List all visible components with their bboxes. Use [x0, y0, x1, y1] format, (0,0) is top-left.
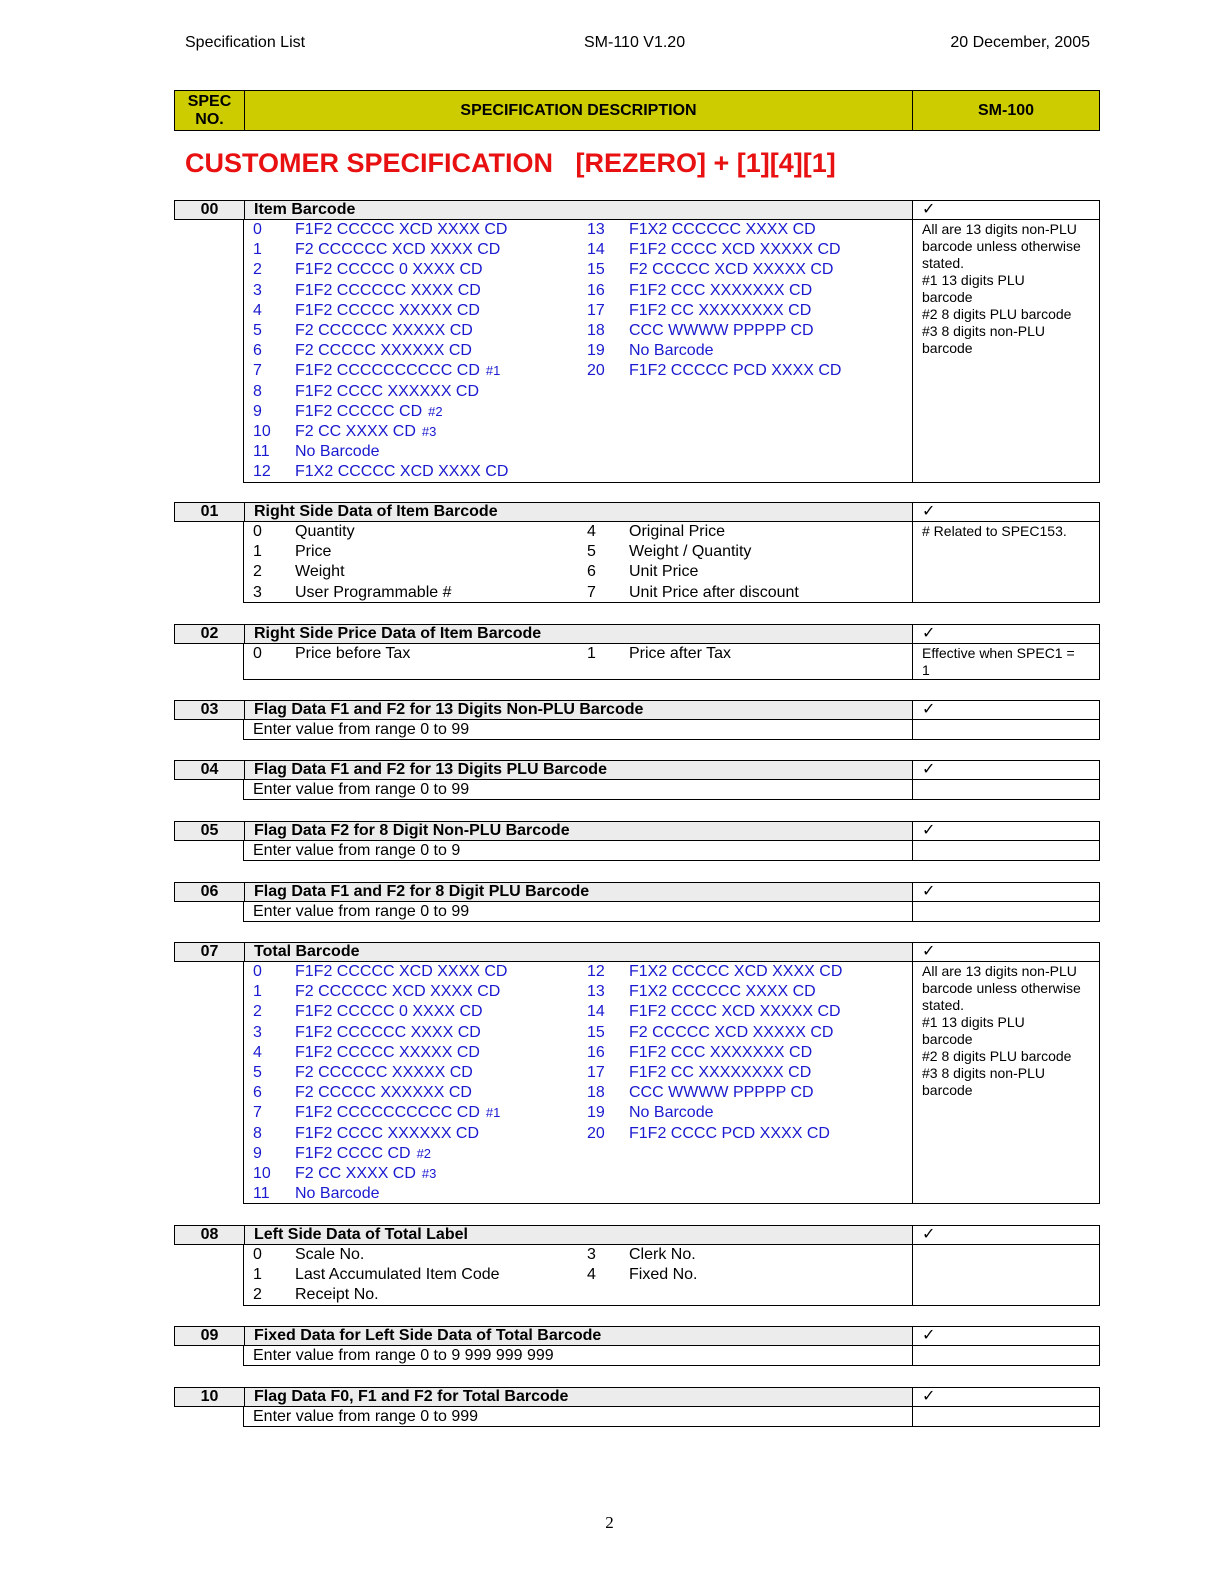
check-icon: ✓ — [912, 821, 1100, 841]
option-row — [578, 361, 841, 381]
spec-number: 05 — [174, 821, 244, 841]
options-column-left — [244, 220, 508, 482]
option-row — [244, 1184, 507, 1204]
option-row — [244, 220, 508, 240]
option-label: F1X2 CCCCCC XXXX CD — [629, 983, 816, 1001]
spec-range-text: Enter value from range 0 to 9 — [253, 842, 461, 859]
option-row — [244, 281, 508, 301]
spec-title: Flag Data F1 and F2 for 13 Digits Non-PLU Barcode — [244, 700, 912, 720]
option-label: Quantity — [295, 523, 355, 540]
spec-options — [244, 841, 913, 860]
option-row — [578, 1043, 842, 1063]
check-icon: ✓ — [912, 882, 1100, 902]
option-index: 0 — [253, 645, 262, 662]
option-label: F1F2 CCCC PCD XXXX CD — [629, 1124, 830, 1142]
option-footnote: #3 — [421, 1165, 437, 1181]
option-label: No Barcode — [295, 443, 380, 461]
option-index: 14 — [587, 241, 605, 259]
option-label: F1F2 CCCCC XXXXX CD — [295, 301, 480, 319]
option-index: 7 — [587, 583, 596, 601]
spec-09 — [174, 1326, 1100, 1366]
option-index: 5 — [253, 1063, 262, 1081]
option-index: 17 — [587, 1063, 605, 1081]
spec-options — [244, 522, 913, 602]
spec-00 — [174, 200, 1100, 483]
option-label: F1F2 CCCCCCCCCC CD — [295, 1104, 480, 1122]
option-footnote: #1 — [485, 363, 501, 379]
option-label: F1F2 CCC XXXXXXX CD — [629, 281, 813, 299]
option-row — [578, 341, 841, 361]
option-label: Price after Tax — [629, 645, 731, 662]
option-row — [578, 240, 841, 260]
spec-options — [244, 962, 913, 1203]
option-label: F2 CCCCCC XXXXX CD — [295, 1063, 473, 1081]
option-index: 14 — [587, 1003, 605, 1021]
spec-title: Item Barcode — [244, 200, 912, 220]
option-index: 11 — [253, 443, 270, 461]
option-index: 3 — [253, 583, 262, 601]
option-label: F1X2 CCCCC XCD XXXX CD — [295, 463, 509, 481]
option-label: F1F2 CCCCC PCD XXXX CD — [629, 362, 842, 380]
options-column-right — [578, 522, 799, 603]
spec-options — [244, 1245, 913, 1305]
option-label: Price before Tax — [295, 645, 411, 662]
spec-note: All are 13 digits non-PLU barcode unless otherwise stated. #1 13 digits PLU barcode #2 8 digits PLU barcode #3 8 digits non-PLU barcode — [922, 963, 1081, 1098]
option-label: F1F2 CCCC CD — [295, 1144, 411, 1162]
option-row — [244, 382, 508, 402]
option-index: 18 — [587, 321, 605, 339]
check-icon: ✓ — [912, 760, 1100, 780]
spec-note: # Related to SPEC153. — [922, 523, 1067, 539]
option-label: F2 CCCCC XXXXXX CD — [295, 1084, 472, 1102]
option-index: 20 — [587, 1124, 605, 1142]
option-label: F1X2 CCCCC XCD XXXX CD — [629, 963, 843, 980]
option-row — [578, 1265, 697, 1285]
option-index: 9 — [253, 1144, 262, 1162]
spec-title: Left Side Data of Total Label — [244, 1225, 912, 1245]
option-row — [578, 1063, 842, 1083]
option-row — [244, 982, 507, 1002]
option-row — [244, 1023, 507, 1043]
option-label: F1F2 CCCCCCCCCC CD — [295, 362, 480, 380]
spec-number: 01 — [174, 502, 244, 522]
option-index: 6 — [587, 563, 596, 581]
spec-note — [913, 1245, 1099, 1305]
header-right: 20 December, 2005 — [950, 34, 1090, 51]
spec-title: Flag Data F1 and F2 for 8 Digit PLU Barcode — [244, 882, 912, 902]
spec-06 — [174, 882, 1100, 922]
option-label: Receipt No. — [295, 1286, 379, 1304]
option-row — [578, 542, 799, 562]
check-icon: ✓ — [912, 942, 1100, 962]
option-row — [244, 1144, 507, 1164]
option-row — [244, 321, 508, 341]
option-index: 3 — [253, 281, 262, 299]
option-label: No Barcode — [295, 1185, 380, 1203]
option-row — [244, 1265, 500, 1285]
option-row — [244, 562, 452, 582]
option-index: 6 — [253, 1084, 262, 1102]
option-row — [578, 1023, 842, 1043]
option-label: No Barcode — [629, 342, 714, 360]
option-index: 4 — [587, 1266, 596, 1284]
options-column-right — [578, 962, 842, 1144]
spec-03 — [174, 700, 1100, 740]
page-title: CUSTOMER SPECIFICATION [REZERO] + [1][4][1] — [185, 148, 836, 178]
option-label: F1F2 CCCCC CD — [295, 402, 423, 420]
option-index: 7 — [253, 1104, 262, 1122]
option-label: F1F2 CCCCC 0 XXXX CD — [295, 1003, 483, 1021]
header-center: SM-110 V1.20 — [584, 34, 686, 51]
option-index: 10 — [253, 422, 271, 440]
option-index: 1 — [587, 645, 596, 662]
option-row — [244, 1285, 500, 1305]
spec-note — [913, 780, 1099, 799]
option-label: F1F2 CCCCC XCD XXXX CD — [295, 963, 508, 980]
option-row — [244, 402, 508, 422]
option-index: 13 — [587, 983, 605, 1001]
option-footnote: #2 — [428, 403, 443, 419]
options-column-left — [244, 1245, 500, 1306]
option-index: 12 — [587, 963, 605, 980]
spec-title: Flag Data F1 and F2 for 13 Digits PLU Barcode — [244, 760, 912, 780]
option-row — [578, 562, 799, 582]
option-footnote: #1 — [485, 1105, 501, 1121]
column-header — [174, 90, 1100, 131]
spec-number: 06 — [174, 882, 244, 902]
spec-number: 08 — [174, 1225, 244, 1245]
spec-10 — [174, 1387, 1100, 1427]
option-row — [244, 1002, 507, 1022]
option-label: F1F2 CC XXXXXXXX CD — [629, 301, 812, 319]
spec-number: 04 — [174, 760, 244, 780]
option-index: 0 — [253, 221, 262, 238]
option-index: 10 — [253, 1164, 271, 1182]
option-label: Fixed No. — [629, 1266, 698, 1284]
spec-04 — [174, 760, 1100, 800]
option-index: 8 — [253, 1124, 262, 1142]
spec-options — [244, 1407, 913, 1426]
option-index: 17 — [587, 301, 605, 319]
option-label: CCC WWWW PPPPP CD — [629, 321, 814, 339]
option-index: 18 — [587, 1084, 605, 1102]
spec-options — [244, 720, 913, 739]
option-index: 1 — [253, 983, 262, 1001]
spec-02 — [174, 624, 1100, 680]
check-icon: ✓ — [912, 1387, 1100, 1407]
spec-note — [913, 1407, 1099, 1426]
option-label: Original Price — [629, 523, 726, 540]
option-index: 1 — [253, 241, 262, 259]
spec-options — [244, 902, 913, 921]
option-index: 2 — [253, 1286, 262, 1304]
option-label: Clerk No. — [629, 1246, 696, 1263]
option-row — [244, 442, 508, 462]
option-row — [244, 583, 452, 603]
option-index: 4 — [253, 1043, 262, 1061]
spec-note: All are 13 digits non-PLU barcode unless otherwise stated. #1 13 digits PLU barcode #2 8 digits PLU barcode #3 8 digits non-PLU barcode — [922, 221, 1081, 356]
option-index: 2 — [253, 261, 262, 279]
spec-number: 09 — [174, 1326, 244, 1346]
option-index: 20 — [587, 362, 605, 380]
option-index: 13 — [587, 221, 605, 238]
spec-options — [244, 644, 913, 679]
option-row — [244, 260, 508, 280]
option-label: Unit Price after discount — [629, 583, 799, 601]
option-index: 3 — [587, 1246, 596, 1263]
spec-01 — [174, 502, 1100, 603]
spec-range-text: Enter value from range 0 to 9 999 999 999 — [253, 1347, 554, 1364]
option-index: 5 — [587, 543, 596, 561]
option-row — [244, 1083, 507, 1103]
option-label: F1F2 CCCCC XXXXX CD — [295, 1043, 480, 1061]
spec-number: 02 — [174, 624, 244, 644]
option-label: Weight — [295, 563, 345, 581]
option-label: No Barcode — [629, 1104, 714, 1122]
option-row — [244, 542, 452, 562]
spec-title: Flag Data F0, F1 and F2 for Total Barcode — [244, 1387, 912, 1407]
option-row — [244, 240, 508, 260]
option-label: Weight / Quantity — [629, 543, 752, 561]
option-row — [244, 341, 508, 361]
spec-title: Flag Data F2 for 8 Digit Non-PLU Barcode — [244, 821, 912, 841]
option-index: 11 — [253, 1185, 270, 1203]
option-index: 2 — [253, 1003, 262, 1021]
option-index: 15 — [587, 1023, 605, 1041]
option-label: F1F2 CCCC XCD XXXXX CD — [629, 241, 841, 259]
option-label: F2 CCCCC XCD XXXXX CD — [629, 1023, 834, 1041]
option-label: F1F2 CCCC XCD XXXXX CD — [629, 1003, 841, 1021]
check-icon: ✓ — [912, 1326, 1100, 1346]
option-index: 12 — [253, 463, 271, 481]
check-icon: ✓ — [912, 624, 1100, 644]
option-row — [244, 422, 508, 442]
option-label: F1X2 CCCCCC XXXX CD — [629, 221, 816, 238]
option-index: 4 — [253, 301, 262, 319]
option-row — [578, 583, 799, 603]
option-row — [244, 962, 507, 982]
spec-number: 00 — [174, 200, 244, 220]
option-row — [578, 982, 842, 1002]
option-label: F2 CC XXXX CD — [295, 1164, 416, 1182]
column-description: SPECIFICATION DESCRIPTION — [245, 91, 913, 130]
option-row — [578, 1083, 842, 1103]
option-label: CCC WWWW PPPPP CD — [629, 1084, 814, 1102]
option-index: 19 — [587, 1104, 605, 1122]
spec-07 — [174, 942, 1100, 1204]
option-index: 0 — [253, 963, 262, 980]
option-label: Unit Price — [629, 563, 699, 581]
option-row — [578, 281, 841, 301]
option-index: 3 — [253, 1023, 262, 1041]
option-index: 16 — [587, 1043, 605, 1061]
option-index: 9 — [253, 402, 262, 420]
option-label: F1F2 CC XXXXXXXX CD — [629, 1063, 812, 1081]
option-label: F1F2 CCCC XXXXXX CD — [295, 382, 480, 400]
option-index: 8 — [253, 382, 262, 400]
option-label: F2 CCCCCC XCD XXXX CD — [295, 241, 501, 259]
spec-range-text: Enter value from range 0 to 99 — [253, 903, 470, 920]
option-label: Scale No. — [295, 1246, 365, 1263]
option-index: 0 — [253, 523, 262, 540]
option-index: 2 — [253, 563, 262, 581]
option-row — [578, 522, 799, 542]
spec-title: Total Barcode — [244, 942, 912, 962]
spec-number: 10 — [174, 1387, 244, 1407]
check-icon: ✓ — [912, 700, 1100, 720]
option-label: F1F2 CCCCCC XXXX CD — [295, 281, 481, 299]
option-row — [578, 644, 731, 664]
spec-number: 07 — [174, 942, 244, 962]
option-row — [578, 321, 841, 341]
spec-note: Effective when SPEC1 = 1 — [922, 645, 1075, 678]
spec-note — [913, 841, 1099, 860]
spec-note — [913, 720, 1099, 739]
option-index: 0 — [253, 1246, 262, 1263]
option-index: 7 — [253, 362, 262, 380]
option-index: 4 — [587, 523, 596, 540]
option-label: Price — [295, 543, 332, 561]
option-index: 5 — [253, 321, 262, 339]
option-label: F2 CCCCC XXXXXX CD — [295, 342, 472, 360]
option-row — [244, 522, 452, 542]
option-label: F2 CC XXXX CD — [295, 422, 416, 440]
option-row — [244, 644, 410, 664]
option-row — [244, 1063, 507, 1083]
option-index: 19 — [587, 342, 605, 360]
option-row — [244, 301, 508, 321]
option-row — [244, 361, 508, 381]
spec-title: Right Side Price Data of Item Barcode — [244, 624, 912, 644]
option-index: 1 — [253, 1266, 262, 1284]
column-model: SM-100 — [977, 101, 1035, 119]
column-spec-no: SPEC NO. — [175, 91, 245, 130]
options-column-right — [578, 1245, 697, 1285]
options-column-right — [578, 220, 841, 382]
spec-title: Fixed Data for Left Side Data of Total Barcode — [244, 1326, 912, 1346]
option-row — [578, 1002, 842, 1022]
option-index: 6 — [253, 342, 262, 360]
option-row — [578, 962, 842, 982]
option-row — [578, 301, 841, 321]
options-column-left — [244, 522, 452, 603]
spec-options — [244, 780, 913, 799]
option-label: F1F2 CCC XXXXXXX CD — [629, 1043, 813, 1061]
spec-options — [244, 220, 913, 482]
option-label: F2 CCCCCC XXXXX CD — [295, 321, 473, 339]
option-label: F2 CCCCCC XCD XXXX CD — [295, 983, 501, 1001]
option-label: F1F2 CCCCC XCD XXXX CD — [295, 221, 508, 238]
spec-options — [244, 1346, 913, 1365]
option-label: F1F2 CCCCC 0 XXXX CD — [295, 261, 483, 279]
option-index: 16 — [587, 281, 605, 299]
spec-title: Right Side Data of Item Barcode — [244, 502, 912, 522]
option-row — [244, 1043, 507, 1063]
spec-05 — [174, 821, 1100, 861]
check-icon: ✓ — [912, 200, 1100, 220]
option-row — [244, 1245, 500, 1265]
option-label: Last Accumulated Item Code — [295, 1266, 500, 1284]
option-row — [244, 1124, 507, 1144]
options-column-left — [244, 962, 507, 1204]
option-footnote: #3 — [421, 423, 437, 439]
check-icon: ✓ — [912, 502, 1100, 522]
option-index: 15 — [587, 261, 605, 279]
option-row — [578, 1124, 842, 1144]
option-row — [578, 260, 841, 280]
page-number: 2 — [605, 1513, 614, 1532]
option-row — [244, 1103, 507, 1123]
option-label: User Programmable # — [295, 583, 452, 601]
options-column-right — [578, 644, 731, 664]
option-row — [244, 462, 508, 482]
option-row — [244, 1164, 507, 1184]
options-column-left — [244, 644, 410, 664]
option-row — [578, 220, 841, 240]
spec-range-text: Enter value from range 0 to 999 — [253, 1408, 479, 1425]
spec-range-text: Enter value from range 0 to 99 — [253, 721, 470, 738]
option-label: F2 CCCCC XCD XXXXX CD — [629, 261, 834, 279]
option-row — [578, 1103, 842, 1123]
header-left: Specification List — [185, 34, 306, 51]
option-label: F1F2 CCCCCC XXXX CD — [295, 1023, 481, 1041]
option-footnote: #2 — [416, 1145, 432, 1161]
spec-range-text: Enter value from range 0 to 99 — [253, 781, 470, 798]
option-label: F1F2 CCCC XXXXXX CD — [295, 1124, 480, 1142]
spec-number: 03 — [174, 700, 244, 720]
spec-note — [913, 1346, 1099, 1365]
option-row — [578, 1245, 697, 1265]
option-index: 1 — [253, 543, 262, 561]
spec-08 — [174, 1225, 1100, 1306]
check-icon: ✓ — [912, 1225, 1100, 1245]
spec-note — [913, 902, 1099, 921]
